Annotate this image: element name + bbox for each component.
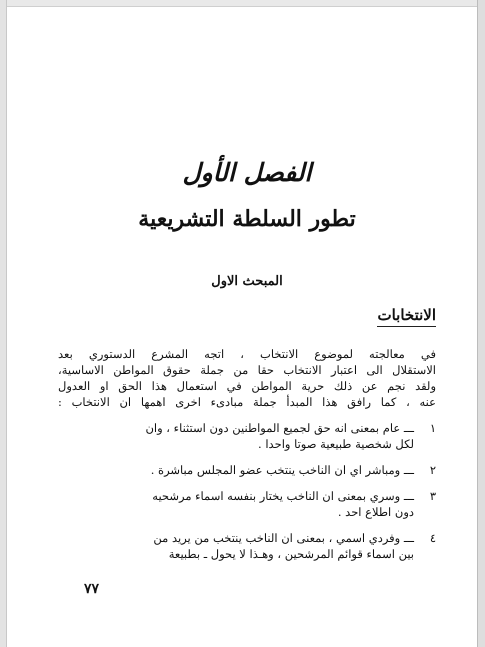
chapter-title: تطور السلطة التشريعية <box>138 206 356 232</box>
list-item <box>58 420 436 452</box>
chapter-heading: الفصل الأول <box>182 158 312 187</box>
list-item-line: بين اسماء قوائم المرشحين ، وهـذا لا يحول ـ بطبيعة <box>168 547 414 561</box>
list-item <box>58 530 436 562</box>
list-item-line: ـــ عام بمعنى انه حق لجميع المواطنين دون استثناء ، وان <box>145 421 414 435</box>
section-heading: المبحث الاول <box>211 274 283 289</box>
list-item-line: لكل شخصية طبيعية صوتا واحدا . <box>258 437 414 451</box>
list-item-line: ـــ وفردي اسمي ، بمعنى ان الناخب ينتخب من يريد من <box>153 531 414 545</box>
subheading: الانتخابات <box>377 306 436 327</box>
list-item-number: ٣ <box>429 489 436 503</box>
intro-line: ولقد نجم عن ذلك حرية المواطن في استعمال هذا الحق او العدول <box>58 379 436 393</box>
page-number: ٧٧ <box>84 581 100 597</box>
list-item-line: ـــ ومباشر اي ان الناخب ينتخب عضو المجلس مباشرة . <box>150 463 414 477</box>
intro-line: عنه ، كما رافق هذا المبدأ جملة مبادىء اخرى اهمها ان الانتخاب : <box>58 395 436 409</box>
intro-paragraph <box>58 346 436 410</box>
list-item-line: ـــ وسري بمعنى ان الناخب يختار بنفسه اسماء مرشحيه <box>152 489 414 503</box>
list-item <box>58 462 436 478</box>
intro-line: في معالجته لموضوع الانتخاب ، اتجه المشرع الدستوري بعد <box>58 347 436 361</box>
list-item <box>58 488 436 520</box>
body-text <box>58 346 436 562</box>
list-item-number: ٢ <box>429 463 436 477</box>
list-item-number: ١ <box>429 421 436 435</box>
intro-line: الاستقلال الى اعتبار الانتخاب حقا من جملة حقوق المواطن الاساسية، <box>58 363 436 377</box>
list-item-number: ٤ <box>429 531 436 545</box>
list-item-line: دون اطلاع احد . <box>337 505 414 519</box>
document-page <box>58 0 436 647</box>
viewer-left-edge <box>0 0 7 647</box>
viewer-scrollbar[interactable] <box>477 0 485 647</box>
